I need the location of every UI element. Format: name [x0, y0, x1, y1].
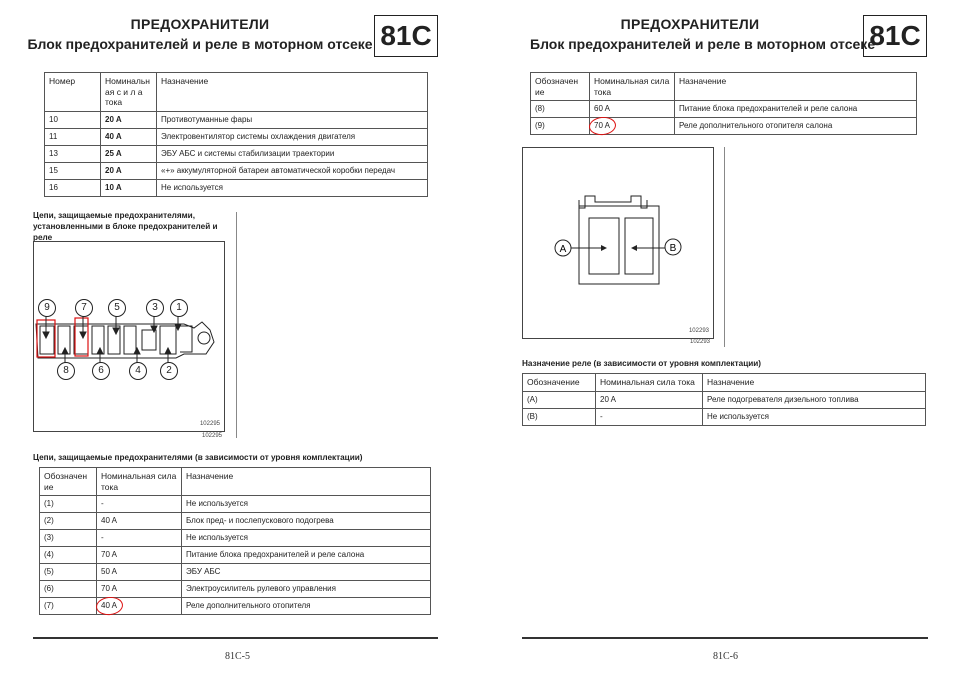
cell: ЭБУ АБС [182, 564, 431, 581]
callout-a: A [559, 244, 567, 255]
col-header: Назначение [157, 73, 428, 112]
figure-id: 102293 [690, 339, 711, 345]
callout-6: 6 [92, 362, 110, 380]
cell: Реле дополнительного отопителя [182, 598, 431, 615]
cell: 16 [45, 179, 101, 196]
cell: (2) [40, 513, 97, 530]
callout-3: 3 [146, 299, 164, 317]
cell: Не используется [157, 179, 428, 196]
relay-table [522, 373, 926, 426]
cell: Электровентилятор системы охлаждения двигателя [157, 128, 428, 145]
cell: Реле подогревателя дизельного топлива [703, 391, 926, 408]
table-row [45, 111, 428, 128]
cell: - [97, 530, 182, 547]
cell: (7) [40, 598, 97, 615]
cell: 40 A [97, 513, 182, 530]
callout-2: 2 [160, 362, 178, 380]
cell: (5) [40, 564, 97, 581]
cell: 13 [45, 145, 101, 162]
callout-1: 1 [170, 299, 188, 317]
cell: 10 [45, 111, 101, 128]
page-number: 81C-6 [713, 651, 738, 662]
footer-rule [33, 637, 438, 639]
red-annotation: 40 A [101, 601, 118, 611]
table-row [40, 513, 431, 530]
table-row [40, 496, 431, 513]
cell: 20 A [101, 162, 157, 179]
figure-id-inner: 102293 [688, 328, 709, 334]
cell: 60 A [590, 101, 675, 118]
table-row [45, 179, 428, 196]
cell: Противотуманные фары [157, 111, 428, 128]
relay-diagram [522, 147, 714, 339]
col-header: Назначение [182, 468, 431, 496]
cell: (1) [40, 496, 97, 513]
table-row [40, 581, 431, 598]
right-page [480, 0, 960, 678]
cell: 50 A [97, 564, 182, 581]
cell [97, 598, 182, 615]
cell: Питание блока предохранителей и реле салона [675, 101, 917, 118]
page-subtitle: Блок предохранителей и реле в моторном отсеке [27, 36, 373, 52]
cell: ЭБУ АБС и системы стабилизации траектории [157, 145, 428, 162]
page-subtitle: Блок предохранителей и реле в моторном отсеке [530, 36, 876, 52]
callout-4: 4 [129, 362, 147, 380]
col-header: Номинальн ая с и л а тока [101, 73, 157, 112]
figure-id-inner: 102295 [199, 421, 220, 427]
fuse-table [44, 72, 428, 197]
callout-5: 5 [108, 299, 126, 317]
table-row [531, 118, 917, 135]
table-caption: Цепи, защищаемые предохранителями (в зависимости от уровня комплектации) [33, 453, 363, 462]
cell: «+» аккумуляторной батареи автоматической коробки передач [157, 162, 428, 179]
cell: 10 A [101, 179, 157, 196]
cell: 70 A [97, 581, 182, 598]
page-title: ПРЕДОХРАНИТЕЛИ [130, 16, 270, 32]
cell: 20 A [596, 391, 703, 408]
cell: Реле дополнительного отопителя салона [675, 118, 917, 135]
callout-7: 7 [75, 299, 93, 317]
fuse-box-diagram [33, 241, 225, 432]
divider [236, 212, 237, 438]
figure-id: 102295 [202, 433, 223, 439]
fuse-box-drawing [34, 242, 224, 431]
cell [590, 118, 675, 135]
table-row [45, 162, 428, 179]
col-header: Обозначение [523, 374, 596, 392]
page-number: 81C-5 [225, 651, 250, 662]
cell: Не используется [182, 530, 431, 547]
divider [724, 147, 725, 347]
col-header: Назначение [675, 73, 917, 101]
fuse-option-table-cont [530, 72, 917, 135]
cell: 70 A [97, 547, 182, 564]
table-caption: Назначение реле (в зависимости от уровня комплектации) [522, 359, 762, 368]
cell: (4) [40, 547, 97, 564]
col-header: Номинальная сила тока [596, 374, 703, 392]
col-header: Назначение [703, 374, 926, 392]
cell: (8) [531, 101, 590, 118]
col-header: Номинальная сила тока [590, 73, 675, 101]
cell: Не используется [182, 496, 431, 513]
cell: (A) [523, 391, 596, 408]
col-header: Обозначен ие [531, 73, 590, 101]
col-header: Обозначен ие [40, 468, 97, 496]
page-title: ПРЕДОХРАНИТЕЛИ [620, 16, 760, 32]
cell: (B) [523, 408, 596, 425]
relay-box-drawing [523, 148, 713, 338]
cell: - [97, 496, 182, 513]
section-code: 81C [374, 15, 438, 57]
table-row [40, 598, 431, 615]
callout-9: 9 [38, 299, 56, 317]
cell: 11 [45, 128, 101, 145]
cell: (6) [40, 581, 97, 598]
table-row [523, 391, 926, 408]
section-code: 81C [863, 15, 927, 57]
col-header: Номинальная сила тока [97, 468, 182, 496]
cell: - [596, 408, 703, 425]
callout-b: B [669, 243, 677, 254]
table-row [531, 101, 917, 118]
table-row [45, 128, 428, 145]
table-row [40, 547, 431, 564]
cell: 40 A [101, 128, 157, 145]
table-row [40, 564, 431, 581]
cell: Питание блока предохранителей и реле салона [182, 547, 431, 564]
col-header: Номер [45, 73, 101, 112]
cell: 25 A [101, 145, 157, 162]
table-row [523, 408, 926, 425]
fuse-option-table [39, 467, 431, 615]
cell: Блок пред- и послепускового подогрева [182, 513, 431, 530]
cell: 20 A [101, 111, 157, 128]
table-row [45, 145, 428, 162]
diagram-caption: Цепи, защищаемые предохранителями, установленными в блоке предохранителей и реле [33, 211, 218, 243]
cell: 15 [45, 162, 101, 179]
table-row [40, 530, 431, 547]
cell: Электроусилитель рулевого управления [182, 581, 431, 598]
footer-rule [522, 637, 928, 639]
cell: Не используется [703, 408, 926, 425]
cell: (3) [40, 530, 97, 547]
red-annotation: 70 A [594, 121, 611, 131]
cell: (9) [531, 118, 590, 135]
callout-8: 8 [57, 362, 75, 380]
